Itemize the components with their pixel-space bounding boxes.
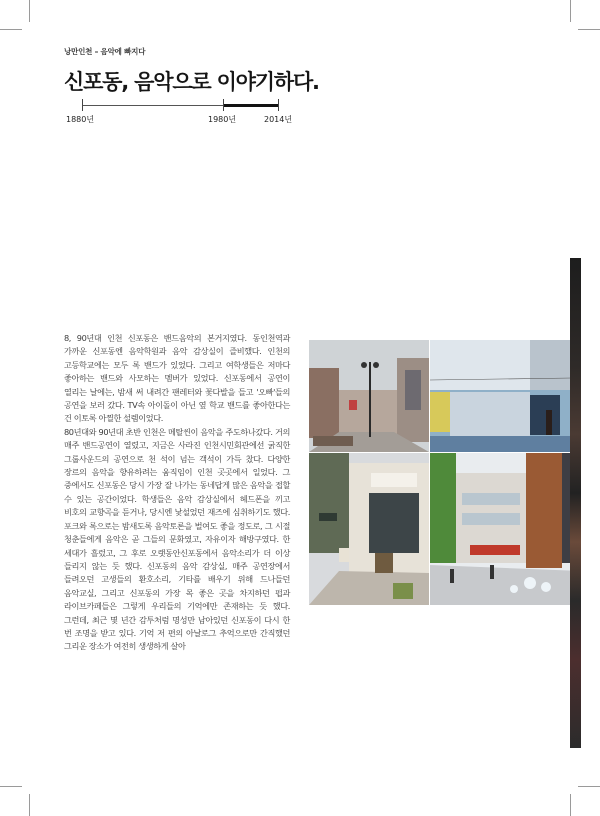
timeline-highlight: [223, 104, 279, 107]
section-label: 낭만인천 – 음악에 빠지다: [64, 47, 146, 56]
timeline-year-mid: 1980년: [208, 115, 237, 124]
article-body: [64, 332, 290, 654]
crop-mark: [29, 794, 30, 816]
timeline-tick: [223, 99, 224, 111]
photo-collage: [309, 340, 581, 605]
timeline-year-end: 2014년: [264, 115, 293, 124]
street-photo: [309, 340, 429, 452]
article-paragraph: 8, 90년대 인천 신포동은 밴드음악의 본거지였다. 동인천역과 가까운 신포동엔 음악학원과 음악 감상실이 즐비했다. 인천의 고등학교에는 모두 록 밴드가 있었다. 그리고 여학생들은 저마다 좋아하는 밴드와 사모하는 멤버가 있었다. 신포동에서 공연이 열리는 날에는, 밤새 써 내려간 팬레터와 꽃다발을 들고 '오빠'들의 공연을 보러 갔다. TV속 아이돌이 아닌 옆 학교 밴드를 좋아한다는 건 이토록 아찔한 설렘이었다.: [64, 333, 290, 424]
cafe-street-photo: [309, 453, 429, 605]
timeline-tick: [278, 99, 279, 111]
crop-mark: [0, 786, 22, 787]
side-photo-strip: [570, 258, 581, 748]
timeline-year-start: 1880년: [66, 115, 95, 124]
crop-mark: [578, 786, 600, 787]
crop-mark: [570, 794, 571, 816]
timeline-tick: [82, 99, 83, 111]
timeline: [0, 0, 600, 130]
article-paragraph: 80년대와 90년대 초반 인천은 메탈씬이 음악을 주도하나갔다. 거의 매주 밴드공연이 열렸고, 지금은 사라진 인천시민회관에선 굵직한 그룹사운드의 공연으로 천 석이 넘는 객석이 가득 찼다. 다양한 장르의 음악을 향유하려는 움직임이 인천 곳곳에서 일었다. 그 중에서도 신포동은 당시 가장 잘 나가는 동네답게 많은 음악을 접할 수 있는 공간이었다. 학생들은 음악 감상실에서 헤드폰을 끼고 비호의 교향곡을 듣거나, 당시엔 낯설었던 재즈에 심취하기도 했다. 포크와 록으로는 밤새도록 음악토론을 벌여도 좋을 정도로, 그 시절 청춘들에게 음악은 곧 그들의 문화였고, 자유이자 해방구였다. 한 세대가 흘렀고, 그 후로 오랫동안신포동에서 음악소리가 더 이상 들리지 않는 듯 했다. 신포동의 음악 감상실, 매주 공연장에서 들려오던 고생들의 환호소리, 기타를 배우기 위해 드나들던 음악교실, 그리고 신포동의 가장 목 좋은 곳을 차지하던 펍과 라이브카페들은 그렇게 우리들의 기억에만 존재하는 듯 했다. 그런데, 최근 몇 년간 감투처럼 명성만 남아있던 신포동이 다시 한 번 조명을 받고 있다. 기억 저 편의 아날로그 추억으로만 간직했던 그리운 장소가 여전히 생생하게 살아: [64, 426, 290, 652]
page-title: 신포동, 음악으로 이야기하다.: [64, 70, 319, 94]
mural-photo: [430, 340, 572, 452]
fountain-plaza-photo: [430, 453, 581, 605]
